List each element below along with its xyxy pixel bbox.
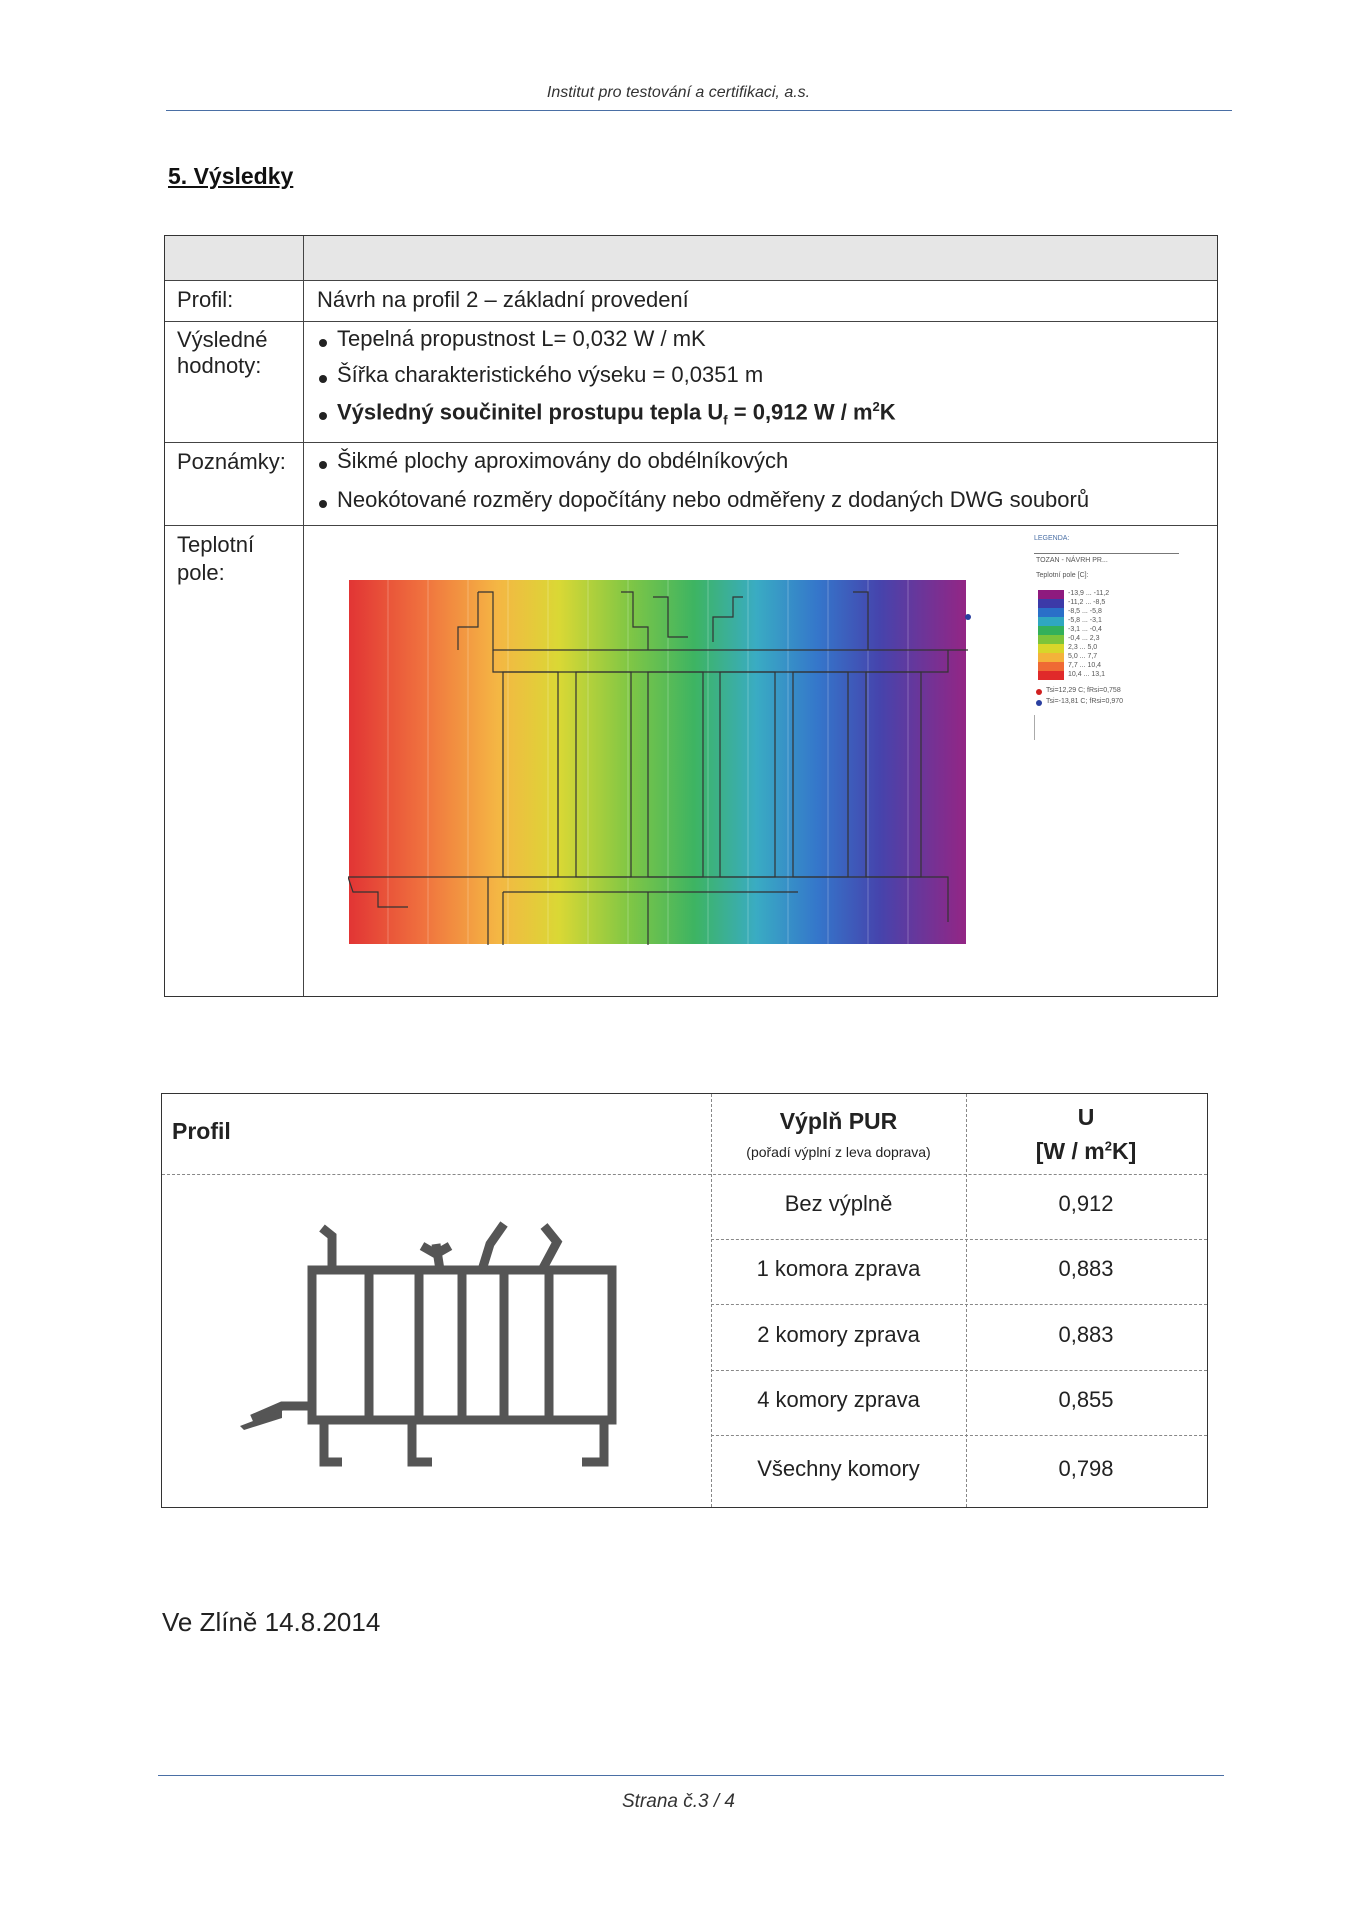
col-profile-header: Profil (172, 1118, 231, 1144)
notes-label: Poznámky: (177, 449, 286, 474)
legend-color-scale (1038, 590, 1064, 680)
infill-row-u: 0,883 (1058, 1256, 1114, 1281)
legend-swatch (1038, 653, 1064, 662)
values-label-1: Výsledné (177, 327, 268, 352)
point2-marker (1036, 700, 1042, 706)
table-header-band (165, 236, 1217, 280)
legend-range-label: -0,4 ... 2,3 (1068, 635, 1100, 642)
field-label-2: pole: (177, 560, 225, 585)
col-u-unit: $[W / m^2K]$ (1035, 1138, 1137, 1164)
value-thermal-conductance: Tepelná propustnost L= 0,032 W / mK (337, 326, 706, 351)
temperature-field-image (348, 577, 978, 945)
value-section-width: Šířka charakteristického výseku = 0,0351 m (337, 362, 764, 387)
legend-heading: LEGENDA: (1034, 535, 1070, 542)
legend-swatch (1038, 662, 1064, 671)
legend-swatch (1038, 626, 1064, 635)
col-fill-header: Výplň PUR (779, 1108, 898, 1134)
point1-marker (1036, 689, 1042, 695)
infill-row-u: 0,855 (1058, 1387, 1114, 1412)
legend-point2: Tsi=-13,81 C; fRsi=0,970 (1046, 698, 1124, 705)
infill-row-u: 0,883 (1058, 1322, 1114, 1347)
infill-row-u: 0,798 (1058, 1456, 1114, 1481)
legend-range-label: 10,4 ... 13,1 (1068, 671, 1105, 678)
legend-swatch (1038, 617, 1064, 626)
temperature-field-figure (348, 577, 978, 945)
profile-value: Návrh na profil 2 – základní provedení (317, 287, 689, 312)
page-number: Strana č.3 / 4 (621, 1791, 735, 1812)
profile-label: Profil: (177, 287, 234, 312)
legend (1024, 535, 1184, 740)
legend-range-label: -8,5 ... -5,8 (1068, 608, 1102, 615)
col-fill-note: (pořadí výplní z leva doprava) (746, 1144, 931, 1160)
legend-range-label: 2,3 ... 5,0 (1068, 644, 1098, 651)
infill-row-fill: Všechny komory (757, 1456, 920, 1481)
surface-point-dot (965, 614, 971, 620)
legend-title: TOZAN - NÁVRH PR... (1036, 557, 1108, 564)
note-1: Šikmé plochy aproximovány do obdélníkových (337, 448, 789, 473)
institute-header: Institut pro testování a certifikaci, a.s. (546, 84, 811, 101)
value-u-coefficient: Výsledný součinitel prostupu tepla $U_f = 0,912$ W / $m^2K$ (337, 399, 896, 428)
header-rule (166, 110, 1232, 111)
footer-rule (158, 1775, 1224, 1776)
legend-swatch (1038, 671, 1064, 680)
legend-range-label: -11,2 ... -8,5 (1068, 599, 1106, 606)
profile-cross-section (222, 1214, 642, 1474)
legend-range-label: -3,1 ... -0,4 (1068, 626, 1102, 633)
legend-point1: Tsi=12,29 C; fRsi=0,758 (1046, 687, 1121, 694)
legend-swatch (1038, 599, 1064, 608)
legend-swatch (1038, 590, 1064, 599)
note-2: Neokótované rozměry dopočítány nebo odměřeny z dodaných DWG souborů (337, 487, 1090, 512)
legend-swatch (1038, 635, 1064, 644)
legend-range-label: -13,9 ... -11,2 (1068, 590, 1110, 597)
infill-row-fill: 4 komory zprava (757, 1387, 920, 1412)
section-heading: 5. Výsledky (168, 163, 294, 189)
legend-range-label: 5,0 ... 7,7 (1068, 653, 1098, 660)
infill-row-fill: 1 komora zprava (756, 1256, 921, 1281)
heat-field (349, 580, 966, 944)
place-and-date: Ve Zlíně 14.8.2014 (162, 1607, 381, 1637)
infill-row-u: 0,912 (1058, 1191, 1114, 1216)
infill-row-fill: 2 komory zprava (757, 1322, 920, 1347)
legend-swatch (1038, 608, 1064, 617)
field-label-1: Teplotní (177, 532, 255, 557)
values-label-2: hodnoty: (177, 353, 262, 378)
legend-subtitle: Teplotní pole [C]: (1036, 572, 1089, 579)
legend-range-label: -5,8 ... -3,1 (1068, 617, 1102, 624)
col-u-header: U (1077, 1104, 1095, 1130)
legend-range-label: 7,7 ... 10,4 (1068, 662, 1102, 669)
infill-row-fill: Bez výplně (784, 1191, 893, 1216)
legend-swatch (1038, 644, 1064, 653)
infill-table (161, 1093, 1208, 1508)
